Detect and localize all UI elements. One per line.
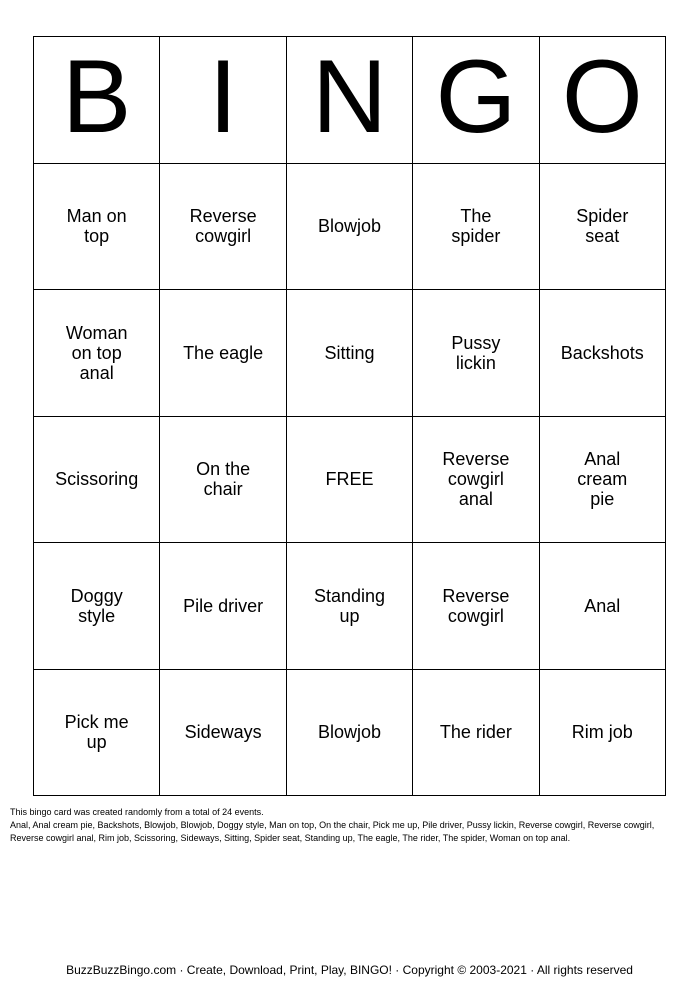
- bingo-cell: [287, 290, 413, 417]
- bingo-cell: [540, 543, 666, 670]
- header-cell-b: B: [34, 37, 160, 164]
- cell-text: FREE: [325, 469, 374, 490]
- cell-text: The eagle: [183, 342, 264, 363]
- bingo-cell: [540, 417, 666, 544]
- bingo-cell: [540, 164, 666, 291]
- bingo-cell: [413, 164, 539, 291]
- cell-text: Pile driver: [183, 595, 264, 616]
- bingo-cell: [34, 543, 160, 670]
- cell-text: Spider seat: [576, 206, 629, 247]
- cell-text: Woman on top anal: [65, 322, 128, 383]
- cell-text: Reverse cowgirl: [442, 585, 510, 626]
- bingo-card: [33, 36, 666, 796]
- bingo-cell: [287, 164, 413, 291]
- cell-text: The rider: [439, 722, 512, 743]
- cell-text: Rim job: [571, 722, 633, 743]
- free-space-cell: [287, 417, 413, 544]
- bingo-cell: [287, 543, 413, 670]
- cell-text: Reverse cowgirl: [189, 206, 257, 247]
- bingo-cell: [413, 670, 539, 797]
- cell-text: Anal: [584, 595, 621, 616]
- page-footer: BuzzBuzzBingo.com · Create, Download, Print, Play, BINGO! · Copyright © 2003-2021 · All rights reserved: [66, 963, 633, 977]
- bingo-cell: [34, 290, 160, 417]
- cell-text: Anal cream pie: [577, 449, 628, 510]
- cell-text: Blowjob: [317, 722, 382, 743]
- header-cell-g: G: [413, 37, 539, 164]
- cell-text: The spider: [451, 206, 501, 247]
- bingo-cell: [34, 164, 160, 291]
- cell-text: Backshots: [560, 342, 644, 363]
- cell-text: Sitting: [324, 342, 375, 363]
- header-cell-i: I: [160, 37, 286, 164]
- cell-text: Sideways: [184, 722, 262, 743]
- bingo-cell: [160, 670, 286, 797]
- bingo-cell: [287, 670, 413, 797]
- bingo-cell: [413, 290, 539, 417]
- bingo-cell: [413, 543, 539, 670]
- bingo-cell: [160, 543, 286, 670]
- bingo-cell: [34, 670, 160, 797]
- cell-text: Scissoring: [55, 469, 139, 490]
- bingo-cell: [160, 417, 286, 544]
- card-info-summary: This bingo card was created randomly from a total of 24 events.: [10, 807, 264, 817]
- header-cell-n: N: [287, 37, 413, 164]
- card-info: [10, 806, 690, 845]
- cell-text: Pick me up: [64, 712, 129, 753]
- cell-text: Man on top: [66, 206, 127, 247]
- cell-text: Standing up: [313, 585, 386, 626]
- cell-text: Blowjob: [317, 216, 382, 237]
- card-info-events: Anal, Anal cream pie, Backshots, Blowjob, Blowjob, Doggy style, Man on top, On the chair, Pick me up, Pile driver, Pussy lickin, Reverse cowgirl, Reverse cowgirl, Reverse cowgirl anal, Rim job, Scissoring, Sideways, Sitting, Spider seat, Standing up, The eagle, The rider, The spider, Woman on top anal.: [10, 820, 655, 843]
- bingo-cell: [34, 417, 160, 544]
- bingo-cell: [540, 290, 666, 417]
- bingo-cell: [540, 670, 666, 797]
- bingo-cell: [160, 290, 286, 417]
- cell-text: Pussy lickin: [451, 332, 501, 373]
- cell-text: Doggy style: [70, 585, 123, 626]
- header-cell-o: O: [540, 37, 666, 164]
- bingo-cell: [160, 164, 286, 291]
- bingo-cell: [413, 417, 539, 544]
- cell-text: Reverse cowgirl anal: [442, 449, 510, 510]
- cell-text: On the chair: [196, 459, 251, 500]
